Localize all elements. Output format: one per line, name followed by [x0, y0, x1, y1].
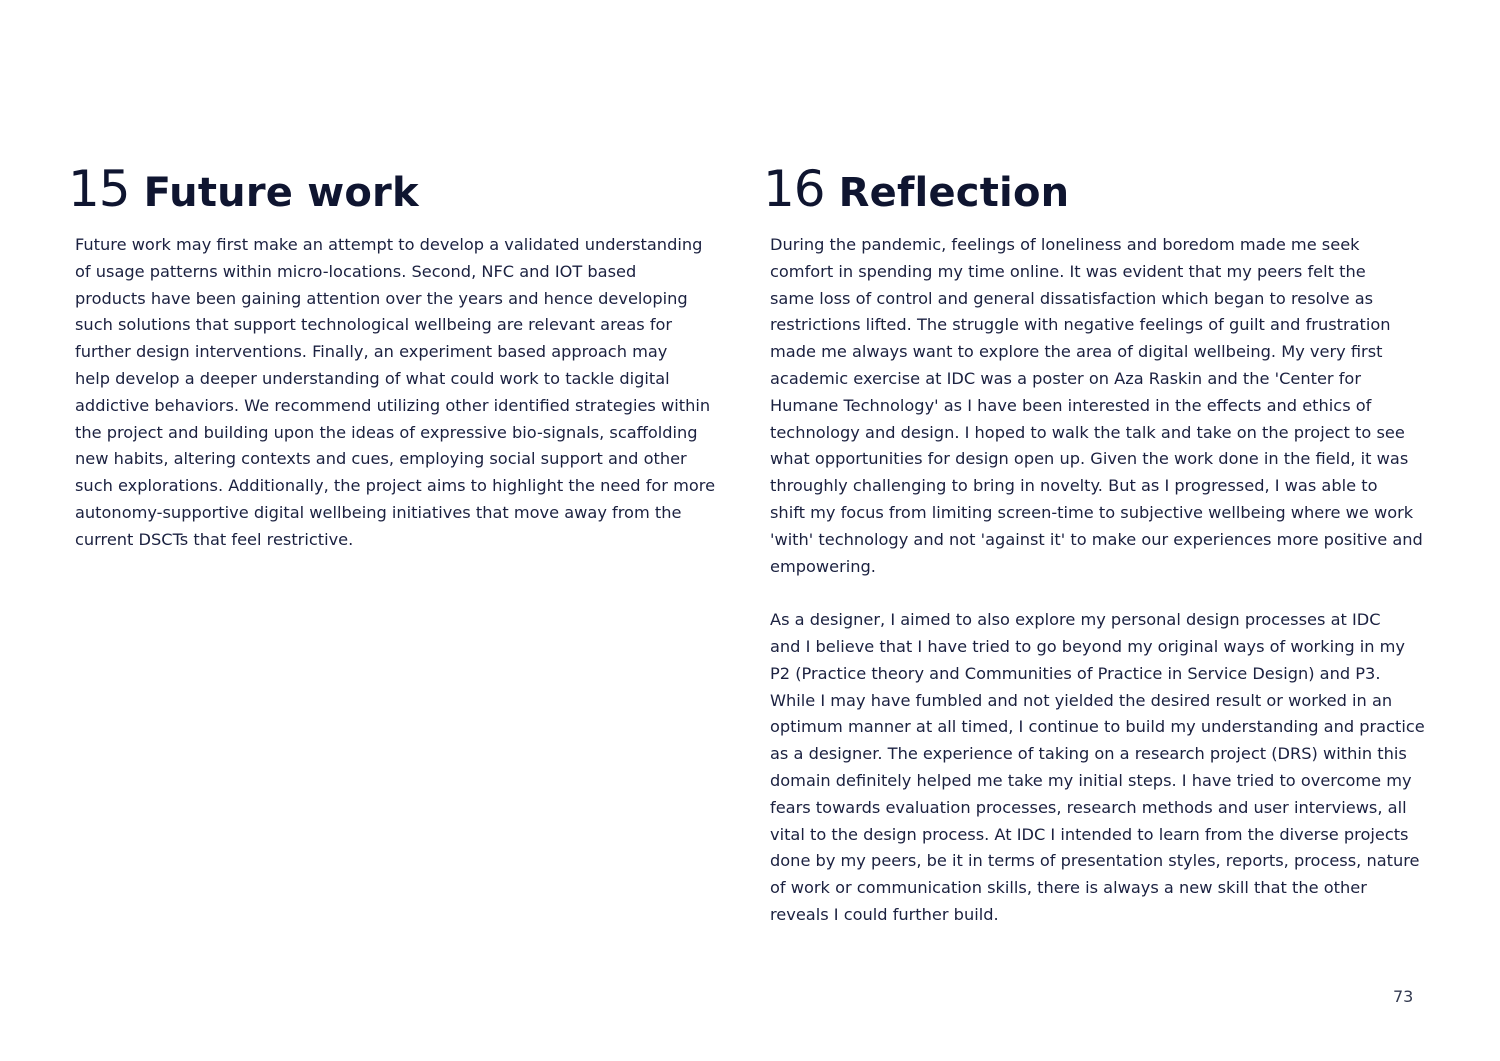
text-line: During the pandemic, feelings of loneliness and boredom made me seek	[770, 235, 1360, 254]
text-line: of work or communication skills, there is always a new skill that the other	[770, 878, 1367, 898]
section-reflection	[763, 160, 1443, 929]
text-line: current DSCTs that feel restrictive.	[75, 529, 354, 549]
text-line: such explorations. Additionally, the project aims to highlight the need for more	[75, 476, 716, 496]
text-line: what opportunities for design open up. Given the work done in the field, it was	[770, 449, 1409, 469]
text-line: reveals I could further build.	[770, 904, 999, 924]
text-line: shift my focus from limiting screen-time to subjective wellbeing where we work	[770, 502, 1414, 522]
text-line: 'with' technology and not 'against it' to make our experiences more positive and	[770, 529, 1423, 549]
text-line: the project and building upon the ideas of expressive bio-signals, scaffolding	[75, 422, 698, 442]
text-line: optimum manner at all timed, I continue to build my understanding and practice	[770, 717, 1425, 737]
text-line: done by my peers, be it in terms of presentation styles, reports, process, nature	[770, 851, 1420, 871]
text-line: vital to the design process. At IDC I intended to learn from the diverse projects	[770, 824, 1409, 844]
text-line: autonomy-supportive digital wellbeing initiatives that move away from the	[75, 502, 682, 522]
section-number: 16	[763, 160, 825, 218]
text-line: products have been gaining attention over the years and hence developing	[75, 288, 688, 308]
text-line: and I believe that I have tried to go beyond my original ways of working in my	[770, 636, 1406, 656]
section-number: 15	[68, 160, 130, 218]
body-paragraph	[770, 607, 1443, 929]
text-line: as a designer. The experience of taking on a research project (DRS) within this	[770, 744, 1407, 764]
text-line: of usage patterns within micro-locations. Second, NFC and IOT based	[75, 261, 637, 281]
text-line: As a designer, I aimed to also explore my personal design processes at IDC	[770, 610, 1381, 630]
text-line: Humane Technology' as I have been interested in the effects and ethics of	[770, 395, 1372, 415]
text-line: throughly challenging to bring in novelty. But as I progressed, I was able to	[770, 476, 1378, 496]
text-line: further design interventions. Finally, an experiment based approach may	[75, 342, 668, 362]
section-heading	[68, 160, 728, 218]
body-paragraph	[770, 232, 1443, 580]
section-title: Future work	[143, 170, 419, 216]
text-line: such solutions that support technological wellbeing are relevant areas for	[75, 315, 673, 335]
text-line: restrictions lifted. The struggle with negative feelings of guilt and frustration	[770, 315, 1391, 335]
text-line: domain definitely helped me take my initial steps. I have tried to overcome my	[770, 770, 1412, 790]
text-line: fears towards evaluation processes, research methods and user interviews, all	[770, 797, 1407, 817]
text-line: new habits, altering contexts and cues, employing social support and other	[75, 449, 687, 469]
page-number: 73	[1393, 987, 1414, 1006]
text-line: help develop a deeper understanding of what could work to tackle digital	[75, 368, 670, 388]
section-future-work	[68, 160, 728, 554]
text-line: same loss of control and general dissatisfaction which began to resolve as	[770, 288, 1374, 308]
body-paragraph	[75, 232, 728, 554]
section-heading	[763, 160, 1443, 218]
section-title: Reflection	[838, 170, 1070, 216]
text-line: While I may have fumbled and not yielded the desired result or worked in an	[770, 690, 1393, 710]
text-line: comfort in spending my time online. It was evident that my peers felt the	[770, 261, 1366, 281]
text-line: Future work may first make an attempt to develop a validated understanding	[75, 235, 703, 254]
text-line: made me always want to explore the area of digital wellbeing. My very first	[770, 342, 1383, 362]
text-line: academic exercise at IDC was a poster on Aza Raskin and the 'Center for	[770, 368, 1361, 388]
text-line: empowering.	[770, 556, 876, 576]
text-line: P2 (Practice theory and Communities of Practice in Service Design) and P3.	[770, 663, 1381, 683]
text-line: technology and design. I hoped to walk the talk and take on the project to see	[770, 422, 1405, 442]
text-line: addictive behaviors. We recommend utilizing other identified strategies within	[75, 395, 711, 415]
